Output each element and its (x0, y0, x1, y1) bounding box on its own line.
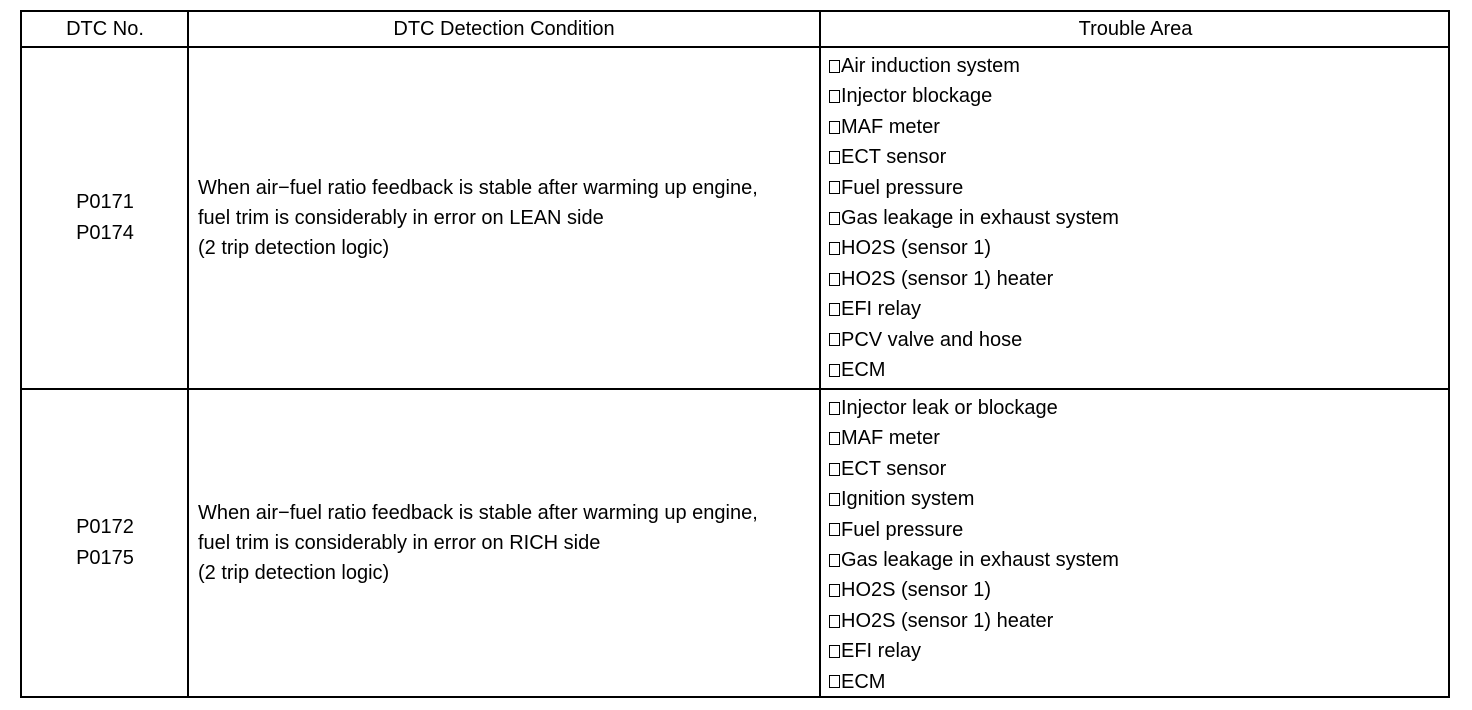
dtc-code: P0172 (76, 516, 134, 538)
checkbox-square-icon (829, 463, 840, 476)
checkbox-square-icon (829, 432, 840, 445)
checkbox-square-icon (829, 645, 840, 658)
checkbox-square-icon (829, 493, 840, 506)
trouble-area-item: Air induction system (829, 51, 1439, 81)
dtc-table (20, 10, 1450, 698)
checkbox-square-icon (829, 364, 840, 377)
dtc-code: P0175 (76, 547, 134, 569)
trouble-area-item: Fuel pressure (829, 515, 1439, 545)
checkbox-square-icon (829, 242, 840, 255)
checkbox-square-icon (829, 402, 840, 415)
row-1-condition (198, 48, 822, 388)
trouble-area-item: EFI relay (829, 294, 1439, 324)
checkbox-square-icon (829, 554, 840, 567)
trouble-area-item: ECT sensor (829, 454, 1439, 484)
checkbox-square-icon (829, 584, 840, 597)
dtc-code: P0171 (76, 191, 134, 213)
condition-line: When air−fuel ratio feedback is stable after warming up engine, (198, 502, 758, 524)
dtc-code: P0174 (76, 222, 134, 244)
checkbox-square-icon (829, 212, 840, 225)
checkbox-square-icon (829, 615, 840, 628)
condition-line: (2 trip detection logic) (198, 237, 390, 259)
checkbox-square-icon (829, 675, 840, 688)
trouble-area-item: ECM (829, 355, 1439, 385)
trouble-area-item: PCV valve and hose (829, 325, 1439, 355)
trouble-area-item: Gas leakage in exhaust system (829, 545, 1439, 575)
checkbox-square-icon (829, 60, 840, 73)
row-1-dtc-codes (22, 48, 188, 388)
trouble-area-item: HO2S (sensor 1) (829, 233, 1439, 263)
trouble-area-item: ECT sensor (829, 142, 1439, 172)
condition-line: fuel trim is considerably in error on RICH side (198, 532, 601, 554)
condition-line: (2 trip detection logic) (198, 562, 390, 584)
condition-line: When air−fuel ratio feedback is stable after warming up engine, (198, 177, 758, 199)
trouble-area-item: HO2S (sensor 1) (829, 575, 1439, 605)
checkbox-square-icon (829, 90, 840, 103)
trouble-area-item: Fuel pressure (829, 173, 1439, 203)
trouble-area-item: MAF meter (829, 423, 1439, 453)
trouble-area-item: HO2S (sensor 1) heater (829, 264, 1439, 294)
checkbox-square-icon (829, 181, 840, 194)
header-trouble-area: Trouble Area (1078, 18, 1193, 40)
checkbox-square-icon (829, 151, 840, 164)
trouble-area-item: MAF meter (829, 112, 1439, 142)
trouble-area-item: ECM (829, 667, 1439, 697)
trouble-area-item: HO2S (sensor 1) heater (829, 606, 1439, 636)
trouble-area-item: Injector blockage (829, 81, 1439, 111)
header-dtc-no: DTC No. (66, 18, 144, 40)
checkbox-square-icon (829, 273, 840, 286)
trouble-area-item: Ignition system (829, 484, 1439, 514)
row-2-dtc-codes (22, 390, 188, 696)
condition-line: fuel trim is considerably in error on LEAN side (198, 207, 604, 229)
row-1-trouble-areas (829, 51, 1439, 385)
row-2-trouble-areas (829, 393, 1439, 697)
checkbox-square-icon (829, 121, 840, 134)
header-detection-condition: DTC Detection Condition (393, 18, 615, 40)
trouble-area-item: Injector leak or blockage (829, 393, 1439, 423)
checkbox-square-icon (829, 333, 840, 346)
trouble-area-item: Gas leakage in exhaust system (829, 203, 1439, 233)
trouble-area-item: EFI relay (829, 636, 1439, 666)
row-2-condition (198, 390, 822, 696)
checkbox-square-icon (829, 303, 840, 316)
checkbox-square-icon (829, 523, 840, 536)
